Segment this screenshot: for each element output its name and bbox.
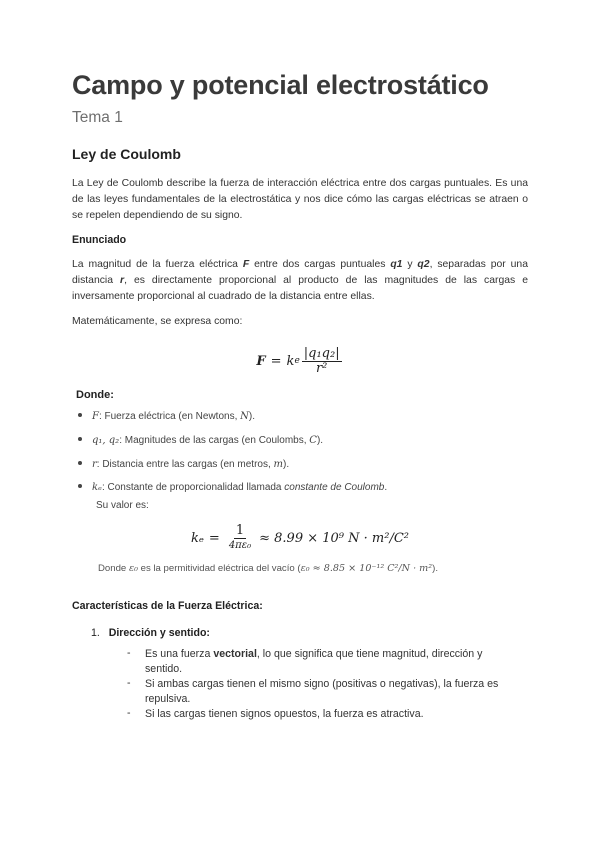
math-intro: Matemáticamente, se expresa como: (72, 316, 243, 327)
coulomb-fraction: $\frac{\text{|q₁q₂|}}{\text{r²}}$ (303, 345, 340, 376)
bullet-icon (78, 461, 82, 465)
dash-marker: - (127, 647, 131, 659)
bullet-icon (78, 413, 82, 417)
symbol-r: r (120, 275, 125, 286)
document-subtitle: Tema 1 (72, 109, 123, 126)
donde-label: Donde: (76, 389, 114, 401)
coulomb-formula: F = k e $\frac{\text{|q₁q₂|}}{\text{r²}}$ (256, 345, 340, 376)
dash-marker: - (127, 677, 131, 689)
numbered-item: 1. Dirección y sentido: (91, 627, 210, 639)
symbol-q1: q1 (390, 259, 403, 270)
sub-list-item: Si las cargas tienen signos opuestos, la fuerza es atractiva. (145, 708, 424, 720)
symbol-q2: q2 (417, 259, 430, 270)
list-item: F: Fuerza eléctrica (en Newtons, N). (78, 411, 255, 422)
list-item: q₁, q₂: Magnitudes de las cargas (en Coulombs, C). (78, 435, 323, 446)
ke-formula: kₑ = $\frac{1}{\text{4πε₀}}$ ≈ 8.99 × 10⁹ N · m²/C² (190, 522, 409, 551)
symbol-F: F (242, 259, 250, 270)
bullet-icon (78, 437, 82, 441)
section-heading: Ley de Coulomb (72, 146, 181, 162)
valor-label: Su valor es: (96, 500, 149, 511)
ke-fraction: $\frac{1}{\text{4πε₀}}$ (228, 522, 252, 551)
list-item: r: Distancia entre las cargas (en metros, m). (78, 459, 289, 470)
document-title: Campo y potencial electrostático (72, 70, 489, 100)
bullet-icon (78, 484, 82, 488)
list-item: kₑ: Constante de proporcionalidad llamada constante de Coulomb. (78, 482, 387, 493)
intro-paragraph: La Ley de Coulomb describe la fuerza de interacción eléctrica entre dos cargas puntuales. Es una de las leyes fundamentales de la electrostática y nos dice cómo las cargas eléctricas se atraen o se repelen dependiendo de su signo. (72, 178, 528, 221)
sub-list-item: Si ambas cargas tienen el mismo signo (positivas o negativas), la fuerza es repulsiva. (145, 678, 499, 705)
dash-marker: - (127, 707, 131, 719)
enunciado-heading: Enunciado (72, 234, 127, 246)
characteristics-heading: Características de la Fuerza Eléctrica: (72, 600, 263, 612)
permittivity-note: Donde ε₀ es la permitividad eléctrica del vacío (ε₀ ≈ 8.85 × 10⁻¹² C²/N · m²). (98, 563, 439, 574)
enunciado-paragraph: La magnitud de la fuerza eléctrica F entre dos cargas puntuales q1 y q2, separadas por una distancia r, es directamente proporcional al producto de las magnitudes de las cargas e inversamente proporcional al cuadrado de la distancia entre ellas. (72, 259, 528, 302)
sub-list-item: Es una fuerza vectorial, lo que significa que tiene magnitud, dirección y sentido. (145, 648, 483, 675)
